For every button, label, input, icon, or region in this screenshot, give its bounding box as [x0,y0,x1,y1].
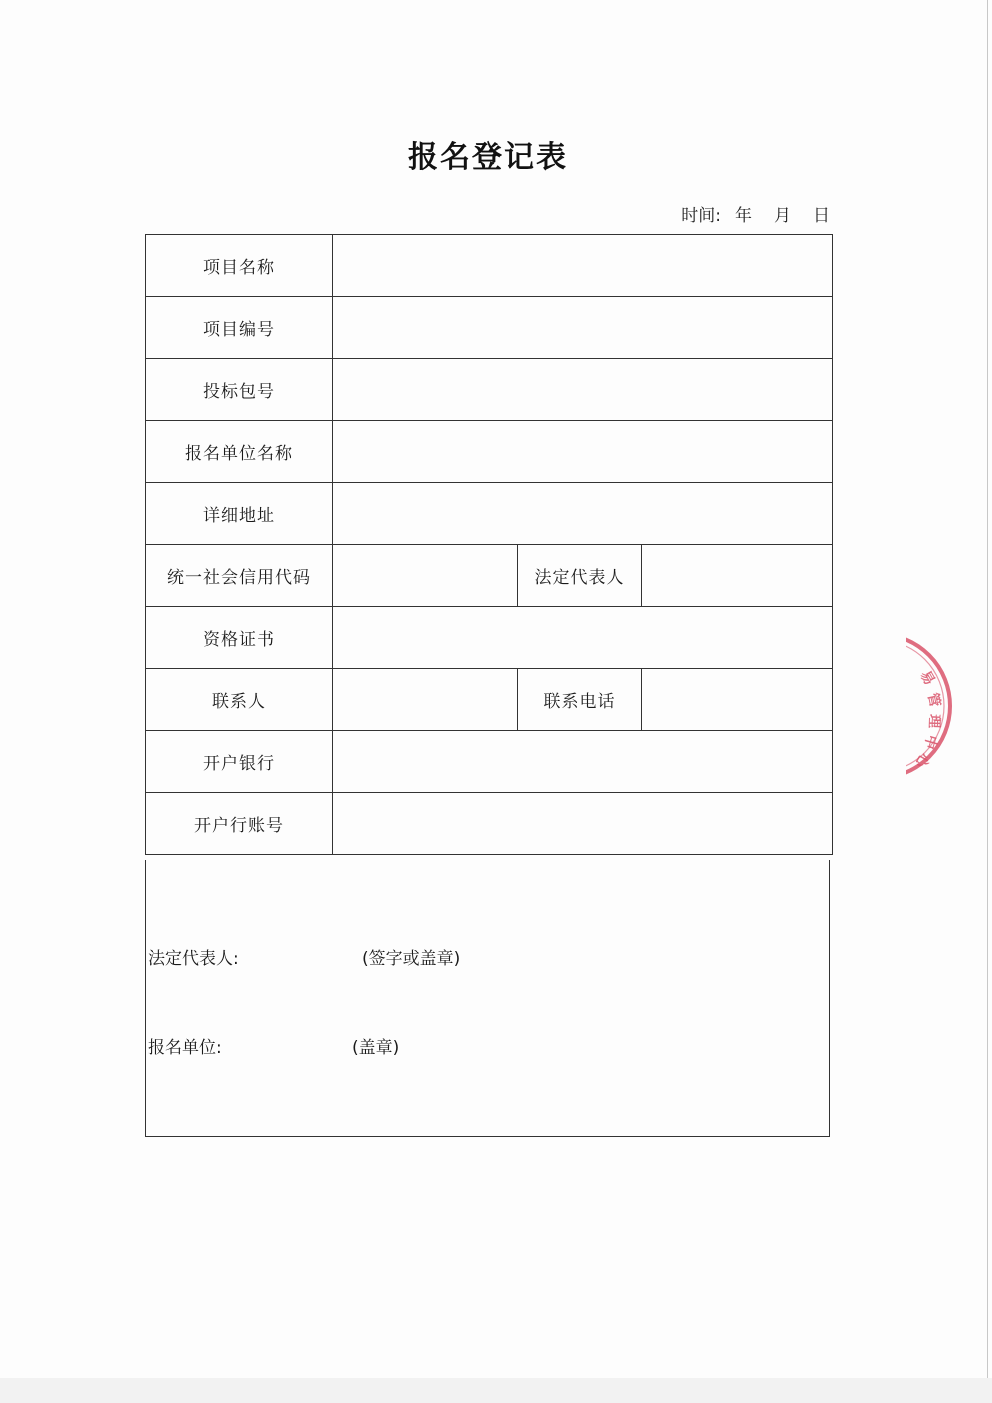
project-name-label: 项目名称 [146,235,333,297]
unit-seal-label: 报名单位: [148,1038,222,1058]
date-day: 日 [813,206,830,226]
svg-text:管: 管 [924,691,943,709]
phone-field[interactable] [642,669,833,731]
project-number-label: 项目编号 [146,297,333,359]
date-line [681,201,830,226]
table-row [146,669,833,731]
account-label: 开户行账号 [146,793,333,855]
table-row [146,483,833,545]
date-label: 时间: [681,206,721,226]
credit-code-field[interactable] [333,545,518,607]
bid-package-field[interactable] [333,359,833,421]
applicant-name-label: 报名单位名称 [146,421,333,483]
svg-text:理: 理 [925,713,942,729]
account-field[interactable] [333,793,833,855]
credit-code-label: 统一社会信用代码 [146,545,333,607]
legal-rep-field[interactable] [642,545,833,607]
address-field[interactable] [333,483,833,545]
contact-label: 联系人 [146,669,333,731]
svg-text:中: 中 [920,732,940,751]
signature-area [145,860,830,1137]
qualification-field[interactable] [333,607,833,669]
bank-label: 开户银行 [146,731,333,793]
table-row [146,545,833,607]
legal-rep-signature-note: (签字或盖章) [362,949,461,969]
table-row [146,793,833,855]
svg-text:易: 易 [916,668,938,689]
table-row [146,297,833,359]
table-row [146,235,833,297]
legal-rep-label: 法定代表人 [518,545,642,607]
bid-package-label: 投标包号 [146,359,333,421]
contact-field[interactable] [333,669,518,731]
document-title: 报名登记表 [408,140,568,175]
bank-field[interactable] [333,731,833,793]
date-year: 年 [735,206,752,226]
legal-rep-signature-line [148,944,461,969]
project-number-field[interactable] [333,297,833,359]
phone-label: 联系电话 [518,669,642,731]
unit-seal-note: (盖章) [352,1038,400,1058]
table-row [146,607,833,669]
date-month: 月 [774,206,791,226]
seal-stamp-icon [906,626,962,786]
table-row [146,359,833,421]
legal-rep-signature-label: 法定代表人: [148,949,239,969]
applicant-name-field[interactable] [333,421,833,483]
table-row [146,421,833,483]
partial-red-seal [906,626,962,786]
page-bottom-edge [0,1378,992,1403]
registration-form-table [145,234,833,855]
project-name-field[interactable] [333,235,833,297]
qualification-label: 资格证书 [146,607,333,669]
address-label: 详细地址 [146,483,333,545]
svg-text:心: 心 [911,750,933,771]
page-right-edge [987,0,988,1380]
table-row [146,731,833,793]
unit-seal-line [148,1033,400,1058]
